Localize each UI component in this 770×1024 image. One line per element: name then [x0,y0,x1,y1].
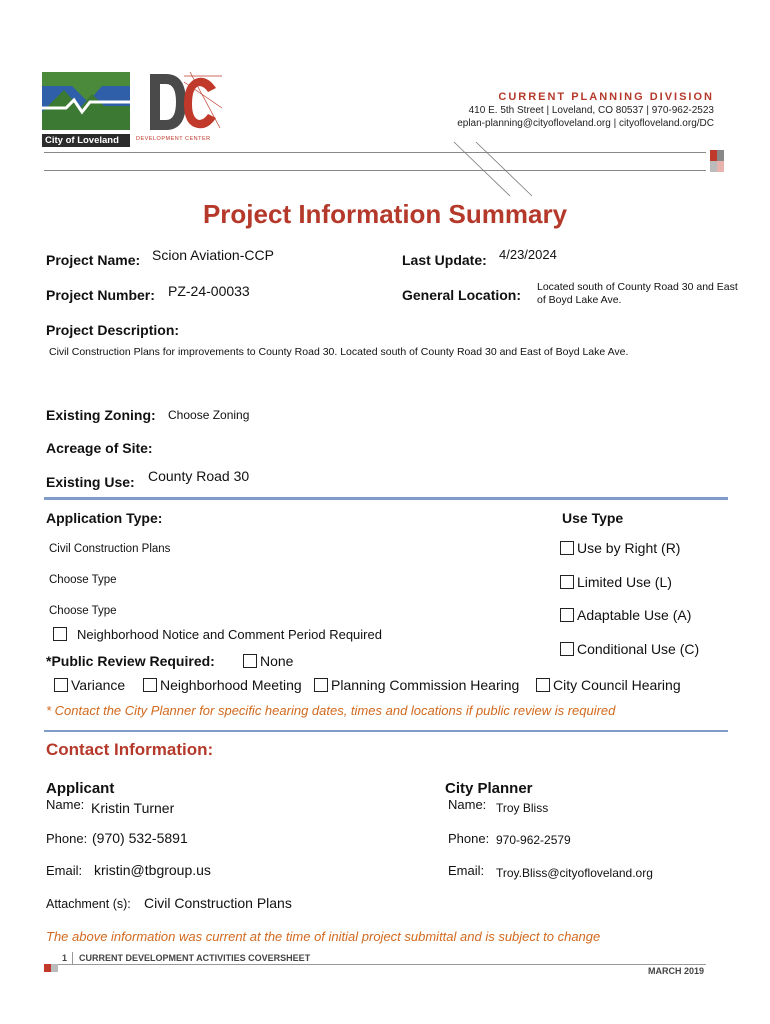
applicant-phone-value[interactable]: (970) 532-5891 [92,830,188,846]
contact-heading: Contact Information: [46,740,214,759]
applicant-email-value[interactable]: kristin@tbgroup.us [94,862,211,878]
project-description-value[interactable]: Civil Construction Plans for improvements to County Road 30. Located south of County Road 30 and East of Boyd Lake Ave. [49,346,629,358]
section-divider-2 [44,730,728,732]
planner-email-label: Email: [448,863,485,878]
planner-name-label: Name: [448,797,487,812]
section-divider-1 [44,497,728,500]
variance-checkbox[interactable] [54,677,125,693]
checkbox-icon[interactable] [560,541,574,555]
use-type-label: Use Type [562,510,624,526]
conditional-use-checkbox[interactable] [560,641,699,657]
application-type-1[interactable]: Civil Construction Plans [49,543,171,555]
public-review-note: * Contact the City Planner for specific hearing dates, times and locations if public review is required [46,703,616,718]
header-color-block [710,150,724,172]
project-name-label: Project Name: [46,252,141,268]
neighborhood-notice-label: Neighborhood Notice and Comment Period Required [77,627,382,642]
checkbox-icon[interactable] [314,678,328,692]
planning-commission-checkbox[interactable] [314,677,519,693]
checkbox-icon[interactable] [54,678,68,692]
city-of-loveland-logo [42,72,130,146]
footer-rule [44,964,706,965]
limited-use-label: Limited Use (L) [577,574,672,590]
planner-name-value[interactable]: Troy Bliss [496,801,549,815]
neighborhood-notice-checkbox[interactable] [53,627,382,642]
city-logo-icon [42,72,130,130]
limited-use-checkbox[interactable] [560,574,672,590]
applicant-name-value[interactable]: Kristin Turner [91,800,175,816]
existing-use-value[interactable]: County Road 30 [148,468,250,484]
checkbox-icon[interactable] [560,642,574,656]
division-contact: eplan-planning@cityofloveland.org | cityofloveland.org/DC [457,118,714,129]
neighborhood-meeting-label: Neighborhood Meeting [160,677,302,693]
planner-phone-value[interactable]: 970-962-2579 [496,833,571,847]
division-name: CURRENT PLANNING DIVISION [498,91,714,103]
applicant-email-label: Email: [46,863,83,878]
city-council-checkbox[interactable] [536,677,681,693]
header-rule-top [44,152,706,153]
footer-date: MARCH 2019 [647,966,704,976]
checkbox-icon[interactable] [243,654,257,668]
project-number-label: Project Number: [46,287,155,303]
footer-color-block [44,964,58,972]
division-address: 410 E. 5th Street | Loveland, CO 80537 | 970-962-2523 [468,105,714,116]
city-council-label: City Council Hearing [553,677,681,693]
conditional-use-label: Conditional Use (C) [577,641,700,657]
planning-commission-label: Planning Commission Hearing [331,677,520,693]
attachment-value[interactable]: Civil Construction Plans [144,895,292,911]
general-location-label: General Location: [402,287,522,303]
footer-page-number: 1 [62,953,68,963]
neighborhood-meeting-checkbox[interactable] [143,677,302,693]
application-type-label: Application Type: [46,510,163,526]
checkbox-icon[interactable] [560,608,574,622]
applicant-phone-label: Phone: [46,831,88,846]
header-rule-bottom [44,170,706,171]
adaptable-use-checkbox[interactable] [560,607,691,623]
checkbox-icon[interactable] [143,678,157,692]
checkbox-icon[interactable] [53,627,67,641]
existing-zoning-label: Existing Zoning: [46,407,156,423]
attachment-label: Attachment (s): [46,897,131,911]
checkbox-icon[interactable] [560,575,574,589]
footer-separator [72,952,73,964]
planner-phone-label: Phone: [448,831,490,846]
application-type-3[interactable]: Choose Type [49,605,117,617]
city-planner-heading: City Planner [445,780,533,797]
planner-email-value[interactable]: Troy.Bliss@cityofloveland.org [496,866,653,880]
none-checkbox[interactable] [243,653,293,669]
acreage-label: Acreage of Site: [46,440,153,456]
development-center-logo [136,68,226,144]
general-location-value-1[interactable]: Located south of County Road 30 and East [537,281,738,293]
dc-logo-icon [136,68,222,132]
existing-zoning-select[interactable]: Choose Zoning [168,408,250,422]
existing-use-label: Existing Use: [46,474,135,490]
header-diagonal-lines [450,140,540,200]
use-by-right-label: Use by Right (R) [577,540,681,556]
page-title: Project Information Summary [202,199,568,229]
last-update-value[interactable]: 4/23/2024 [499,247,557,262]
public-review-label: *Public Review Required: [46,653,215,669]
adaptable-use-label: Adaptable Use (A) [577,607,692,623]
general-location-value-2[interactable]: of Boyd Lake Ave. [537,294,622,306]
applicant-heading: Applicant [46,780,115,797]
dc-logo-text: DEVELOPMENT CENTER [136,136,211,142]
checkbox-icon[interactable] [536,678,550,692]
footer-coversheet: CURRENT DEVELOPMENT ACTIVITIES COVERSHEET [79,953,311,963]
project-description-label: Project Description: [46,322,180,338]
last-update-label: Last Update: [402,252,487,268]
use-by-right-checkbox[interactable] [560,540,680,556]
project-number-value[interactable]: PZ-24-00033 [168,283,250,299]
disclaimer-text: The above information was current at the time of initial project submittal and is subject to change [46,929,601,944]
project-name-value[interactable]: Scion Aviation-CCP [152,247,274,263]
city-logo-text: City of Loveland [42,134,130,147]
variance-label: Variance [71,677,126,693]
none-label: None [260,653,294,669]
application-type-2[interactable]: Choose Type [49,574,117,586]
applicant-name-label: Name: [46,797,85,812]
